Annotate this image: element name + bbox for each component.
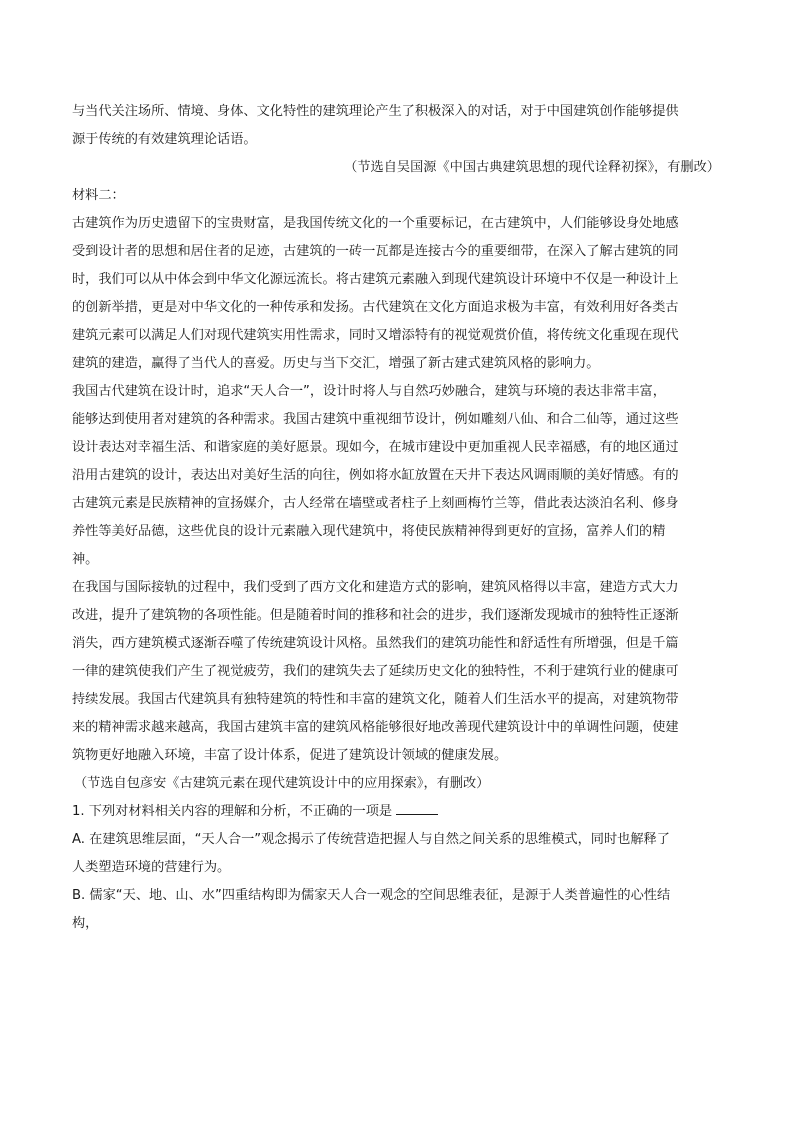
paragraph — [72, 210, 720, 378]
body-text-line: 的创新举措，更是对中华文化的一种传承和发扬。古代建筑在文化方面追求极为丰富，有效利用好各类古 — [72, 300, 679, 315]
body-text-line: 古建筑元素是民族精神的宣扬媒介，古人经常在墙壁或者柱子上刻画梅竹兰等，借此表达淡泊名利、修身 — [72, 496, 679, 511]
document-page — [72, 98, 720, 938]
body-text-line: 建筑元素可以满足人们对现代建筑实用性需求，同时又增添特有的视觉观赏价值，将传统文化重现在现代 — [72, 328, 679, 343]
body-text-line: 能够达到使用者对建筑的各种需求。我国古建筑中重视细节设计，例如雕刻八仙、和合二仙等，通过这些 — [72, 412, 679, 427]
source-citation: （节选自吴国源《中国古典建筑思想的现代诠释初探》，有删改） — [344, 160, 720, 175]
body-text-line: 来的精神需求越来越高，我国古建筑丰富的建筑风格能够很好地改善现代建筑设计中的单调性问题，使建 — [72, 720, 679, 735]
question-stem-text: 1. 下列对材料相关内容的理解和分析，不正确的一项是 — [72, 804, 393, 819]
body-text-line: 建筑的建造，赢得了当代人的喜爱。历史与当下交汇，增强了新古建式建筑风格的影响力。 — [72, 356, 600, 371]
body-text-line: 设计表达对幸福生活、和谐家庭的美好愿景。现如今，在城市建设中更加重视人民幸福感，有的地区通过 — [72, 440, 679, 455]
option-b — [72, 882, 720, 938]
body-text-line: 神。 — [72, 552, 99, 567]
body-text-line: 时，我们可以从中体会到中华文化源远流长。将古建筑元素融入到现代建筑设计环境中不仅是一种设计上 — [72, 272, 679, 287]
body-text-line: 养性等美好品德，这些优良的设计元素融入现代建筑中，将使民族精神得到更好的宣扬，富养人们的精 — [72, 524, 666, 539]
option-text-line: 构， — [72, 916, 99, 931]
body-text-line: 我国古代建筑在设计时，追求“天人合一”，设计时将人与自然巧妙融合，建筑与环境的表达非常丰富， — [72, 384, 666, 399]
body-text-line: 受到设计者的思想和居住者的足迹，古建筑的一砖一瓦都是连接古今的重要细带，在深入了解古建筑的同 — [72, 244, 679, 259]
paragraph — [72, 378, 720, 574]
body-text-line: 沿用古建筑的设计，表达出对美好生活的向往，例如将水缸放置在天井下表达风调雨顺的美好情感。有的 — [72, 468, 679, 483]
option-text-line: A. 在建筑思维层面，“天人合一”观念揭示了传统营造把握人与自然之间关系的思维模式，同时也解释了 — [72, 832, 670, 847]
body-text-line: 持续发展。我国古代建筑具有独特建筑的特性和丰富的建筑文化，随着人们生活水平的提高，对建筑物带 — [72, 692, 679, 707]
body-text-line: 消失，西方建筑模式逐渐吞噬了传统建筑设计风格。虽然我们的建筑功能性和舒适性有所增强，但是千篇 — [72, 636, 679, 651]
option-text-line: B. 儒家“天、地、山、水”四重结构即为儒家天人合一观念的空间思维表征，是源于人类普遍性的心性结 — [72, 888, 671, 903]
body-text-line: 筑物更好地融入环境，丰富了设计体系，促进了建筑设计领域的健康发展。 — [72, 748, 508, 763]
body-text-line: 一律的建筑使我们产生了视觉疲劳，我们的建筑失去了延续历史文化的独特性，不利于建筑行业的健康可 — [72, 664, 679, 679]
answer-blank[interactable] — [396, 800, 438, 815]
option-text-line: 人类塑造环境的营建行为。 — [72, 860, 231, 875]
body-text-line: 与当代关注场所、情境、身体、文化特性的建筑理论产生了积极深入的对话，对于中国建筑创作能够提供 — [72, 104, 679, 119]
body-text-line: 古建筑作为历史遗留下的宝贵财富，是我国传统文化的一个重要标记，在古建筑中，人们能够设身处地感 — [72, 216, 679, 231]
section-heading: 材料二： — [72, 188, 125, 203]
question-stem — [72, 798, 720, 826]
paragraph — [72, 574, 720, 770]
body-text-line: 在我国与国际接轨的过程中，我们受到了西方文化和建造方式的影响，建筑风格得以丰富，建造方式大力 — [72, 580, 679, 595]
option-a — [72, 826, 720, 882]
body-text-line: 源于传统的有效建筑理论话语。 — [72, 132, 257, 147]
body-text-line: 改进，提升了建筑物的各项性能。但是随着时间的推移和社会的进步，我们逐渐发现城市的独特性正逐渐 — [72, 608, 679, 623]
source-citation: （节选自包彦安《古建筑元素在现代建筑设计中的应用探索》，有删改） — [74, 776, 490, 791]
